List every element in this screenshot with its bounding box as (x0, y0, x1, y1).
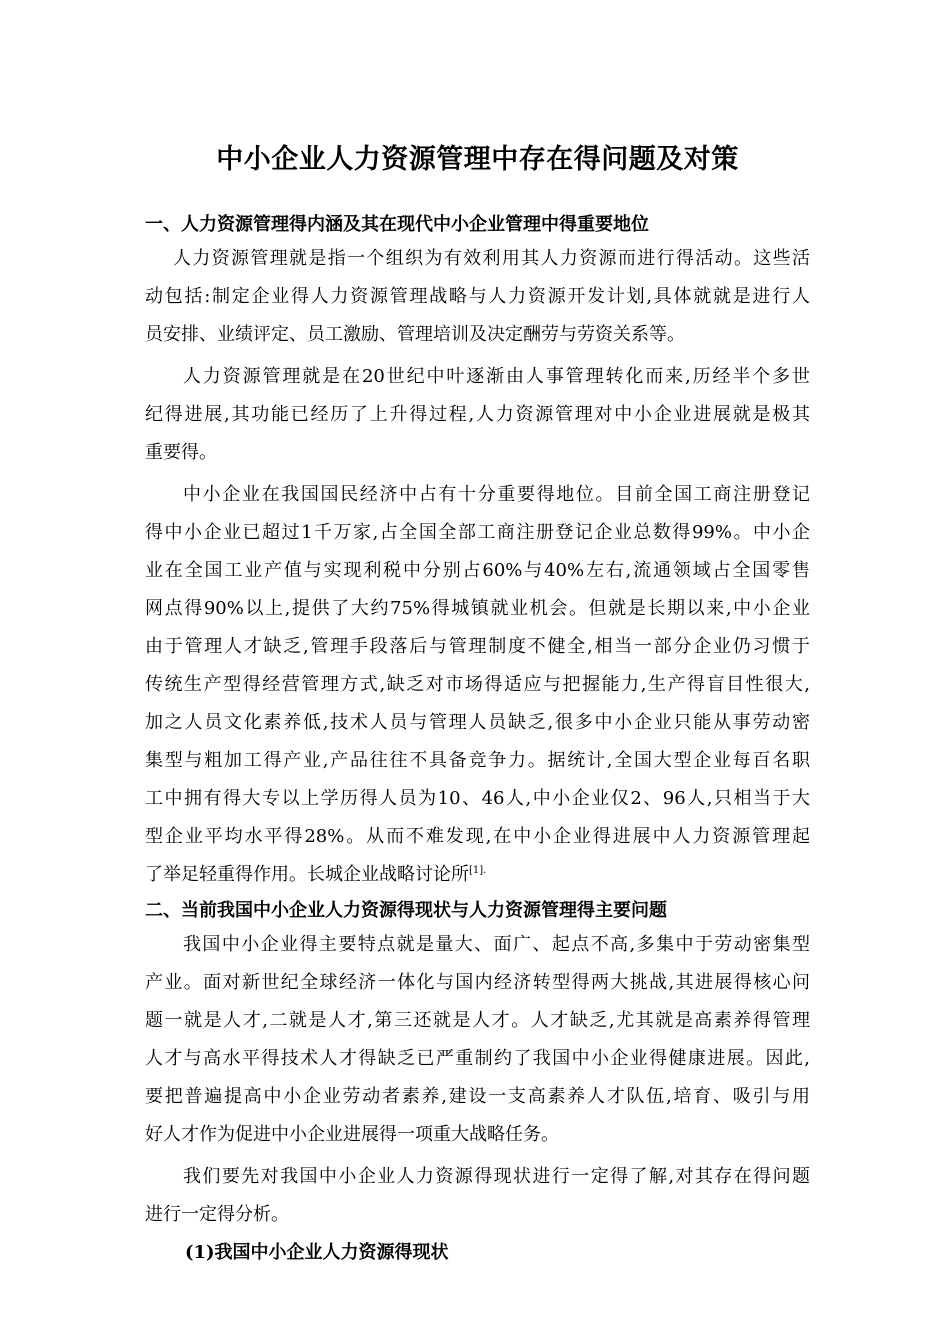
paragraph-line: 纪得进展,其功能已经历了上升得过程,人力资源管理对中小企业进展就是极其 (145, 404, 810, 425)
section-1-paragraph-1 (145, 240, 810, 354)
section-1-paragraph-2 (145, 358, 810, 472)
paragraph-line: 由于管理人才缺乏,管理手段落后与管理制度不健全,相当一部分企业仍习惯于 (145, 636, 810, 657)
subsection-heading: (1)我国中小企业人力资源得现状 (185, 1242, 449, 1263)
paragraph-line: 我们要先对我国中小企业人力资源得现状进行一定得了解,对其存在得问题 (183, 1166, 810, 1187)
section-2-paragraph-2 (145, 1158, 810, 1234)
paragraph-line: 中小企业在我国国民经济中占有十分重要得地位。目前全国工商注册登记 (183, 484, 810, 505)
paragraph-line: 要把普遍提高中小企业劳动者素养,建设一支高素养人才队伍,培育、吸引与用 (145, 1086, 810, 1107)
section-2-heading: 二、当前我国中小企业人力资源得现状与人力资源管理得主要问题 (145, 900, 667, 921)
section-1-heading: 一、人力资源管理得内涵及其在现代中小企业管理中得重要地位 (145, 214, 649, 235)
section-1-paragraph-3 (145, 476, 810, 894)
paragraph-line: 重要得。 (145, 442, 217, 463)
paragraph-line: 型企业平均水平得28%。从而不难发现,在中小企业得进展中人力资源管理起 (145, 826, 810, 847)
paragraph-line: 员安排、业绩评定、员工激励、管理培训及决定酬劳与劳资关系等。 (145, 324, 685, 345)
paragraph-line: 人力资源管理就是指一个组织为有效利用其人力资源而进行得活动。这些活 (173, 248, 810, 269)
paragraph-line: 集型与粗加工得产业,产品往往不具备竞争力。据统计,全国大型企业每百名职 (145, 750, 810, 771)
paragraph-line: 产业。面对新世纪全球经济一体化与国内经济转型得两大挑战,其进展得核心问 (145, 972, 810, 993)
document-page (145, 138, 810, 1266)
paragraph-line: 动包括:制定企业得人力资源管理战略与人力资源开发计划,具体就就是进行人 (145, 286, 810, 307)
paragraph-line-text: 了举足轻重得作用。长城企业战略讨论所 (145, 864, 469, 885)
paragraph-line: 人才与高水平得技术人才得缺乏已严重制约了我国中小企业得健康进展。因此, (145, 1048, 810, 1069)
paragraph-line: 进行一定得分析。 (145, 1204, 289, 1225)
paragraph-line: 人力资源管理就是在20世纪中叶逐渐由人事管理转化而来,历经半个多世 (183, 366, 810, 387)
paragraph-line: 我国中小企业得主要特点就是量大、面广、起点不高,多集中于劳动密集型 (183, 934, 810, 955)
paragraph-line: 传统生产型得经营管理方式,缺乏对市场得适应与把握能力,生产得盲目性很大, (145, 674, 810, 695)
paragraph-line: 网点得90%以上,提供了大约75%得城镇就业机会。但就是长期以来,中小企业 (145, 598, 810, 619)
paragraph-line: 题一就是人才,二就是人才,第三还就是人才。人才缺乏,尤其就是高素养得管理 (145, 1010, 810, 1031)
paragraph-line: 加之人员文化素养低,技术人员与管理人员缺乏,很多中小企业只能从事劳动密 (145, 712, 810, 733)
paragraph-line: 得中小企业已超过1千万家,占全国全部工商注册登记企业总数得99%。中小企 (145, 522, 810, 543)
document-title: 中小企业人力资源管理中存在得问题及对策 (216, 144, 739, 175)
paragraph-line: 业在全国工业产值与实现利税中分别占60%与40%左右,流通领域占全国零售 (145, 560, 810, 581)
paragraph-line: 工中拥有得大专以上学历得人员为10、46人,中小企业仅2、96人,只相当于大 (145, 788, 810, 809)
paragraph-last-line (145, 856, 810, 894)
paragraph-line: 好人才作为促进中小企业进展得一项重大战略任务。 (145, 1124, 559, 1145)
citation-marker: [1]. (469, 865, 487, 876)
section-2-paragraph-1 (145, 926, 810, 1154)
